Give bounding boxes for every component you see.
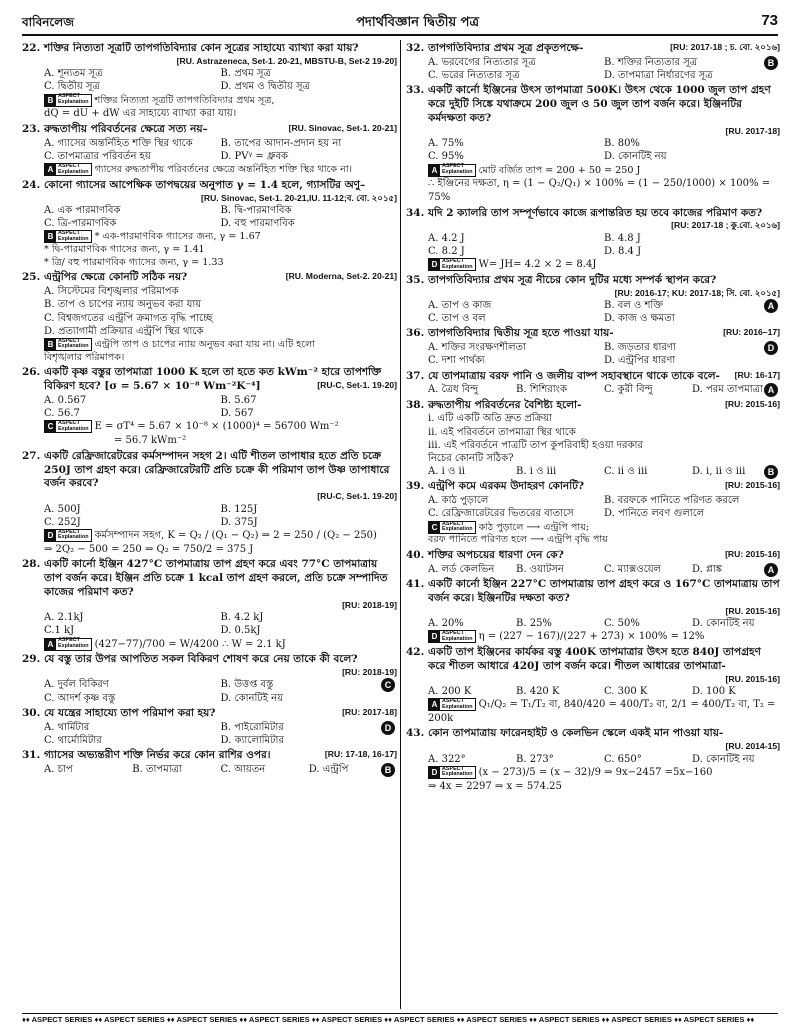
option-b: B. 420 K [516, 685, 560, 697]
option-b: B. তাপের আদান-প্রদান হয় না [220, 137, 342, 149]
page-header [22, 10, 778, 36]
option-a: A. ভরবেগের নিত্যতার সূত্র [428, 56, 536, 68]
question-number: 23. [22, 122, 41, 135]
aspect-explanation-badge: B ASPECT Explanation [44, 230, 92, 243]
question-number: 40. [406, 548, 425, 561]
question-36 [406, 327, 780, 367]
question-32 [406, 42, 780, 82]
question-text: যে তাপমাত্রায় বরফ পানি ও জলীয় বাষ্প সহাবস্থানে থাকে তাকে বলে- [RU: 16-17] [428, 369, 780, 382]
answer-badge: D [764, 354, 778, 355]
question-37 [406, 370, 780, 397]
question-reference: [RU: 2015-16] [725, 548, 780, 559]
question-text: একটি কার্নো ইঞ্জিনের উৎস তাপমাত্রা 500K। উৎস থেকে 1000 জুল তাপ গ্রহণ করে দুইটি সিঙ্কে যথাক্রমে 200 জুল ও 50 জুল তাপ বর্জন করে। ইঞ্জিনটির কর্মদক্ষতা কত? [428, 84, 771, 124]
question-reference: [RU. Sinovac, Set-1. 20-21,IU. 11-12;ব. বো. ২০১৫] [201, 192, 397, 203]
option-b: B. জড়তার ধারণা [604, 342, 676, 354]
explanation: A ASPECT Explanation Q₁/Q₂ = T₁/T₂ বা, 840/420 = 400/T₂ বা, 2/1 = 400/T₂ বা, T₂ = 200k [428, 698, 776, 724]
explanation: D ASPECT Explanation W= JH= 4.2 × 2 = 8.4J [406, 258, 780, 272]
option-b: B. তাপমাত্রা [132, 763, 182, 775]
answer-badge: B [764, 69, 778, 70]
question-reference: [RU. 2015-16] [725, 605, 780, 616]
option-c: C. দ্বিতীয় সূত্র [44, 81, 100, 93]
option-a: A. 2.1kJ [44, 612, 84, 624]
question-31 [22, 749, 397, 776]
aspect-explanation-badge: D ASPECT Explanation [44, 529, 92, 542]
option-c: C. 650° [604, 753, 642, 765]
column-divider [400, 40, 401, 1009]
option-c: C.1 kJ [44, 625, 75, 637]
aspect-explanation-badge: D ASPECT Explanation [428, 766, 476, 779]
question-reference: [RU. Moderna, Set-2. 20-21] [285, 271, 397, 282]
aspect-explanation-badge: B ASPECT Explanation [44, 338, 92, 351]
option-a: A. থার্মিটার [44, 721, 90, 733]
question-reference: [RU: 2017-18] [342, 706, 397, 717]
question-reference: [RU: 16-17] [734, 369, 780, 380]
publisher-name: বাবিনলেজ [22, 15, 74, 30]
question-reference: [RU: 2016-17; KU: 2017-18; সি. বো. ২০১৫] [614, 287, 780, 298]
question-text: একটি তাপ ইঞ্জিনের কার্যকর বস্তু 400K তাপমাত্রার উৎস হতে 840J তাপগ্রহণ করে শীতল আধারে 420J তাপ বর্জন করে। শীতল আধারের তাপমাত্রা- [428, 645, 761, 672]
question-number: 25. [22, 271, 41, 284]
question-text: তাপগতিবিদ্যার প্রথম সূত্র প্রকৃতপক্ষে- [RU: 2017-18 ; চ. বো. ২০১৬] [428, 42, 780, 54]
option-c: C. ii ও iii [604, 466, 648, 478]
aspect-explanation-badge: B ASPECT Explanation [44, 94, 92, 107]
question-number: 43. [406, 727, 425, 740]
option-b: B. ওয়াটসন [516, 563, 564, 575]
question-text: যে বস্তু তার উপর আপতিত সকল বিকিরণ শোষণ করে নেয় তাকে কী বলে? [44, 653, 358, 666]
question-text: শক্তির অপচয়ের ধারণা দেন কে? [RU: 2015-16] [428, 548, 780, 561]
option-a: A. তাপ ও কাজ [428, 299, 492, 311]
option-a: A. শূন্যতম সূত্র [44, 68, 103, 80]
aspect-explanation-badge: A ASPECT Explanation [44, 638, 92, 651]
question-30 [22, 707, 397, 747]
answer-badge: C [381, 692, 395, 693]
option-d: D. 8.4 J [604, 245, 642, 257]
option-c: C. 8.2 J [428, 245, 465, 257]
question-number: 28. [22, 558, 41, 571]
question-reference: [RU. Astrazeneca, Set-1. 20-21, MBSTU-B, Set-2 19-20] [176, 55, 397, 66]
option-b: B. 273° [516, 753, 554, 765]
option-d: D. বহু পারমাণবিক [220, 218, 295, 230]
question-number: 37. [406, 369, 425, 382]
explanation: B ASPECT Explanation * এক-পারমাণবিক গ্যাসের জন্য, γ = 1.67 * দ্বি-পারমাণবিক গ্যাসের জন্য, γ = 1.41 * ত্রি/ বহু পারমাণবিক গ্যাসের জন্য, γ = 1.33 [44, 230, 261, 268]
option-a: A. শক্তির সংরক্ষণশীলতা [428, 342, 526, 354]
option-c: C. তাপমাত্রার পরিবর্তন হয় [44, 150, 151, 162]
question-25 [22, 271, 397, 364]
question-number: 39. [406, 480, 425, 493]
option-a: A. গ্যাসের অন্তর্নিহিত শক্তি স্থির থাকে [44, 137, 193, 149]
option-b: B. 125J [220, 503, 258, 515]
option-d: D. কোনটিই নয় C [221, 692, 398, 705]
question-number: 41. [406, 577, 425, 590]
question-22 [22, 42, 397, 121]
aspect-explanation-badge: C ASPECT Explanation [428, 521, 476, 534]
option-c: C. 50% [604, 618, 640, 630]
option-a: A. 75% [428, 138, 464, 150]
question-number: 27. [22, 449, 41, 462]
page-footer [22, 1013, 778, 1027]
option-c: C. কুরী বিন্দু [604, 384, 653, 396]
explanation: D ASPECT Explanation η = (227 − 167)/(227 + 273) × 100% = 12% [406, 630, 780, 644]
option-a: A. কাঠ পুড়ালে [428, 495, 489, 507]
question-34 [406, 207, 780, 272]
option-d: D. কোনটিই নয় [604, 151, 667, 163]
question-number: 42. [406, 645, 425, 658]
answer-badge: A [764, 312, 778, 313]
question-number: 22. [22, 42, 41, 54]
question-reference: [RU-C, Set-1. 19-20] [317, 380, 397, 391]
statement-ii: ii. এই পরিবর্তনে তাপমাত্রা স্থির থাকে [428, 426, 576, 438]
option-a: A. দুর্বল বিকিরণ [44, 679, 109, 691]
page-number: 73 [761, 12, 778, 30]
aspect-explanation-badge: A ASPECT Explanation [428, 698, 476, 711]
footer-series-text: ♦♦ ASPECT SERIES ♦♦ ASPECT SERIES ♦♦ ASPECT SERIES ♦♦ ASPECT SERIES ♦♦ ASPECT SERIES ♦♦ ASPECT SERIES ♦♦ ASPECT SERIES ♦♦ ASPECT SERIES ♦♦ ASPECT SERIES ♦♦ ASPECT SERIES ♦♦ [22, 1015, 755, 1025]
option-d: D. ক্যালোমিটার D [221, 734, 398, 747]
answer-badge: B [381, 763, 395, 776]
question-text: একটি কার্নো ইঞ্জিন 227°C তাপমাত্রায় তাপ গ্রহণ করে ও 167°C তাপমাত্রায় তাপ বর্জন করে। ইঞ্জিনটির দক্ষতা কত? [428, 577, 780, 604]
explanation: B ASPECT Explanation শক্তির নিত্যতা সূত্রটি তাপগতিবিদ্যার প্রথম সূত্র, dQ = dU + dW এর সাহায্যে ব্যাখ্যা করা যায়। [44, 93, 275, 120]
question-text: এন্ট্রপির ক্ষেত্রে কোনটি সঠিক নয়? [RU. Moderna, Set-2. 20-21] [44, 271, 397, 284]
option-d: D. এন্ট্রপির ধারণা D [604, 354, 780, 367]
option-d: D. তাপমাত্রা নির্ধারণের সূত্র B [604, 69, 780, 82]
option-d: D. 100 K [692, 685, 736, 697]
question-41 [406, 578, 780, 644]
option-b: B. তাপ ও চাপের ন্যায় অনুভব করা যায় [44, 299, 202, 311]
option-b: B. বল ও শক্তি [604, 299, 663, 311]
explanation: D ASPECT Explanation কর্মসম্পাদন সহগ, K = Q₂ / (Q₁ − Q₂) ⇒ 2 = 250 / (Q₂ − 250) ⇒ 2Q₂ − 500 = 250 ⇒ Q₂ = 750/2 = 375 J [44, 528, 377, 555]
question-text: একটি কার্নো ইঞ্জিন 427°C তাপমাত্রায় তাপ গ্রহণ করে এবং 77°C তাপমাত্রায় তাপ বর্জন করে। ইঞ্জিন প্রতি চক্রে 1 kcal তাপ গ্রহণ করলে, প্রতি চক্রে সম্পাদিত কাজের পরিমাণ কত? [44, 558, 388, 598]
option-a: A. i ও ii [428, 466, 465, 478]
option-b: B. 25% [516, 618, 552, 630]
option-c: C. রেফ্রিজারেটরের ভিতরের বাতাসে [428, 508, 574, 520]
option-a: A. 500J [44, 503, 81, 515]
option-c: C. ভরের নিত্যতার সূত্র [428, 70, 520, 82]
question-reference: [RU. 2017-18] [725, 125, 780, 136]
question-28 [22, 558, 397, 651]
question-number: 36. [406, 327, 425, 340]
question-text: শক্তির নিত্যতা সূত্রটি তাপগতিবিদ্যার কোন সূত্রের সাহায্যে ব্যাখ্যা করা যায়? [44, 42, 359, 54]
option-a: A. ত্রৈধ বিন্দু [428, 384, 479, 396]
question-number: 29. [22, 653, 41, 666]
option-b: B. পাইরোমিটার [220, 721, 284, 733]
option-d: D. প্রত্যাগামী প্রক্রিয়ার এন্ট্রপি স্থির থাকে [44, 325, 204, 337]
question-reference: [RU. 2014-15] [725, 741, 780, 752]
option-a: A. লর্ড কেলভিন [428, 563, 495, 575]
option-d: D. কোনটিই নয় [692, 618, 755, 630]
question-reference: [RU-C, Set-1. 19-20] [317, 491, 397, 502]
question-number: 35. [406, 273, 425, 286]
answer-badge: B [764, 465, 778, 478]
question-text: একটি রেফ্রিজারেটরের কর্মসম্পাদন সহগ 2। এটি শীতল তাপাধার হতে প্রতি চক্রে 250J তাপ গ্রহণ করে। রেফ্রিজারেটরটি প্রতি চক্রে কী পরিমাণ তাপ উষ্ণ তাপাধারে বর্জন করবে? [44, 449, 390, 490]
option-a: A. 20% [428, 618, 464, 630]
question-number: 32. [406, 42, 425, 54]
option-d: D. পরম তাপমাত্রা A [692, 383, 780, 396]
question-reference: [RU: 2015-16] [725, 398, 780, 409]
option-d: D. প্রথম ও দ্বিতীয় সূত্র [220, 81, 310, 93]
question-reference: [RU: 2017-18 ; কু.বো. ২০১৬] [671, 220, 780, 231]
question-number: 33. [406, 84, 425, 97]
option-b: B. শক্তির নিত্যতার সূত্র [604, 56, 698, 68]
question-text: এন্ট্রপি কমে এরকম উদাহরণ কোনটি? [RU: 2015-16] [428, 480, 780, 493]
question-reference: [RU. 2015-16] [725, 673, 780, 684]
question-26 [22, 366, 397, 447]
option-c: C. 95% [428, 151, 464, 163]
question-text: যে যন্ত্রের সাহায্যে তাপ পরিমাপ করা হয়? [RU: 2017-18] [44, 706, 397, 719]
option-b: B. উত্তপ্ত বস্তু [220, 679, 274, 691]
question-number: 26. [22, 366, 41, 379]
question-text: কোন তাপমাত্রায় ফারেনহাইট ও কেলভিন স্কেলে একই মান পাওয়া যায়- [428, 727, 724, 740]
option-c: C. তাপ ও বল [428, 313, 486, 325]
question-42 [406, 646, 780, 726]
option-b: B. শিশিরাংক [516, 384, 567, 396]
option-b: B. দ্বি-পারমাণবিক [220, 204, 292, 216]
answer-badge: A [764, 563, 778, 576]
question-number: 38. [406, 398, 425, 411]
answer-badge: A [764, 383, 778, 396]
option-d: D. 567 [220, 408, 254, 420]
aspect-explanation-badge: D ASPECT Explanation [428, 630, 476, 643]
question-text: রুদ্ধতাপীয় পরিবর্তনের বৈশিষ্ট্য হলো- [RU: 2015-16] [428, 398, 780, 411]
question-reference: [RU: 2015-16] [725, 480, 780, 491]
option-b: B. 4.8 J [604, 232, 641, 244]
option-d: D. কোনটিই নয় [692, 753, 755, 765]
explanation: C ASPECT Explanation E = σT⁴ = 5.67 × 10⁻⁸ × (1000)⁴ = 56700 Wm⁻² = 56.7 kWm⁻² [22, 420, 397, 447]
question-reference: [RU: 2018-19] [342, 599, 397, 610]
option-a: A. 4.2 J [428, 232, 465, 244]
question-text: যদি 2 ক্যালরি তাপ সম্পূর্ণভাবে কাজে রূপান্তরিত হয় তবে কাজের পরিমাণ কত? [428, 206, 763, 219]
option-b: B. 5.67 [220, 394, 257, 406]
option-c: C. বিশ্বজগতের এন্ট্রপি ক্রমাগত বৃদ্ধি পাচ্ছে [44, 312, 213, 324]
question-24 [22, 179, 397, 270]
question-text: তাপগতিবিদ্যার প্রথম সূত্র নীচের কোন দুটির মধ্যে সম্পর্ক স্থাপন করে? [428, 273, 717, 286]
left-column [22, 42, 397, 1009]
question-number: 24. [22, 178, 41, 191]
option-d: D. পানিতে লবণ গুলালে [604, 508, 705, 520]
option-b: B. 80% [604, 138, 640, 150]
option-d: D. i, ii ও iii B [692, 465, 780, 478]
explanation: A ASPECT Explanation গ্যাসের রুদ্ধতাপীয় পরিবর্তনের ক্ষেত্রে অন্তর্নিহিত শক্তি স্থির থাকে না। [22, 163, 397, 177]
aspect-explanation-badge: D ASPECT Explanation [428, 258, 476, 271]
option-c: C. ম্যাক্সওয়েল [604, 563, 662, 575]
option-b: B. i ও iii [516, 466, 557, 478]
option-d: D. কাজ ও ক্ষমতা A [604, 312, 780, 325]
question-27 [22, 450, 397, 557]
aspect-explanation-badge: A ASPECT Explanation [44, 163, 92, 176]
option-d: D. প্লাঙ্ক A [692, 563, 780, 576]
aspect-explanation-badge: C ASPECT Explanation [44, 420, 92, 433]
question-text: কোনো গ্যাসের আপেক্ষিক তাপদ্বয়ের অনুপাত γ = 1.4 হলে, গ্যাসটির অণু– [44, 178, 366, 191]
question-number: 30. [22, 706, 41, 719]
option-d: D. PVᵞ = ধ্রুবক [220, 150, 289, 162]
option-a: A. এক পারমাণবিক [44, 204, 121, 216]
option-a: A. চাপ [44, 763, 73, 775]
option-a: A. 0.567 [44, 394, 87, 406]
question-text: রুদ্ধতাপীয় পরিবর্তনের ক্ষেত্রে সত্য নয়– [RU. Sinovac, Set-1. 20-21] [44, 122, 397, 135]
option-b: B. প্রথম সূত্র [220, 68, 271, 80]
question-reference: [RU: 2017-18 ; চ. বো. ২০১৬] [670, 42, 780, 52]
question-43 [406, 727, 780, 793]
question-text: তাপগতিবিদ্যার দ্বিতীয় সূত্র হতে পাওয়া যায়- [RU: 2016–17] [428, 327, 780, 340]
question-40 [406, 549, 780, 576]
option-c: C. আয়তন [220, 763, 266, 775]
option-c: C. 252J [44, 516, 81, 528]
option-a: A. 322° [428, 753, 466, 765]
statement-prompt: নিচের কোনটি সঠিক? [428, 453, 514, 465]
explanation: D ASPECT Explanation (x − 273)/5 = (x − 32)/9 ⇒ 9x−2457 =5x−160 ⇒ 4x = 2297 ⇒ x = 574.25 [428, 765, 713, 792]
option-c: C. 56.7 [44, 408, 80, 420]
explanation: C ASPECT Explanation কাঠ পুড়ালে ⟶ এন্ট্রপি পায়; বরফ পানিতে পরিণত হলে ⟶ এন্ট্রপি বৃদ্ধি পায় [428, 520, 608, 546]
question-23 [22, 123, 397, 177]
question-reference: [RU: 2016–17] [723, 327, 780, 338]
explanation: B ASPECT Explanation এন্ট্রপি তাপ ও চাপের ন্যায় অনুভব করা যায় না। এটি হলো বিশৃঙ্খলার পরিমাপক। [44, 337, 316, 363]
question-text: একটি কৃষ্ণ বস্তুর তাপমাত্রা 1000 K হলে তা হতে কত kWm⁻² হারে তাপশক্তি বিকিরণ হবে? [σ = 5.67 × 10⁻⁸ Wm⁻²K⁻⁴] [RU-C, Set-1. 19-20] [44, 366, 397, 393]
aspect-explanation-badge: A ASPECT Explanation [428, 164, 476, 177]
question-33 [406, 84, 780, 204]
option-b: B. 4.2 kJ [220, 612, 264, 624]
statement-iii: iii. এই পরিবর্তনে পাত্রটি তাপ কুপরিবাহী হওয়া দরকার [428, 439, 643, 451]
page-title: পদার্থবিজ্ঞান দ্বিতীয় পত্র [356, 14, 480, 30]
question-number: 34. [406, 206, 425, 219]
answer-badge: D [381, 734, 395, 735]
option-d: D. এন্ট্রপি B [309, 763, 397, 776]
explanation: A ASPECT Explanation (427−77)/700 = W/4200 ∴ W = 2.1 kJ [22, 638, 397, 652]
statement-i: i. এটি একটি অতি দ্রুত প্রক্রিয়া [428, 413, 552, 425]
question-38 [406, 399, 780, 479]
question-text: গ্যাসের অভ্যন্তরীণ শক্তি নির্ভর করে কোন রাশির ওপর। [RU: 17-18, 16-17] [44, 749, 397, 762]
question-reference: [RU. Sinovac, Set-1. 20-21] [288, 122, 397, 133]
option-c: C. 300 K [604, 685, 648, 697]
explanation: A ASPECT Explanation মোট বর্জিত তাপ = 200 + 50 = 250 J ∴ ইঞ্জিনের দক্ষতা, η = (1 − Q₂/Q₁) × 100% = (1 − 250/1000) × 100% = 75% [428, 163, 771, 203]
option-d: D. 0.5kJ [220, 625, 261, 637]
right-column [406, 42, 780, 1009]
question-number: 31. [22, 749, 41, 762]
question-29 [22, 653, 397, 705]
option-a: A. 200 K [428, 685, 472, 697]
question-39 [406, 480, 780, 547]
option-c: C. আদর্শ কৃষ্ণ বস্তু [44, 692, 116, 704]
option-c: C. দশা পার্থক্য [428, 355, 485, 367]
option-b: B. বরফকে পানিতে পরিণত করলে [604, 495, 740, 507]
question-reference: [RU: 17-18, 16-17] [324, 749, 397, 760]
question-35 [406, 274, 780, 326]
option-a: A. সিস্টেমের বিশৃঙ্খলার পরিমাপক [44, 286, 179, 298]
option-c: C. থার্মোমিটার [44, 734, 102, 746]
option-c: C. ত্রি-পারমাণবিক [44, 218, 117, 230]
question-reference: [RU: 2018-19] [342, 667, 397, 678]
option-d: D. 375J [220, 516, 258, 528]
